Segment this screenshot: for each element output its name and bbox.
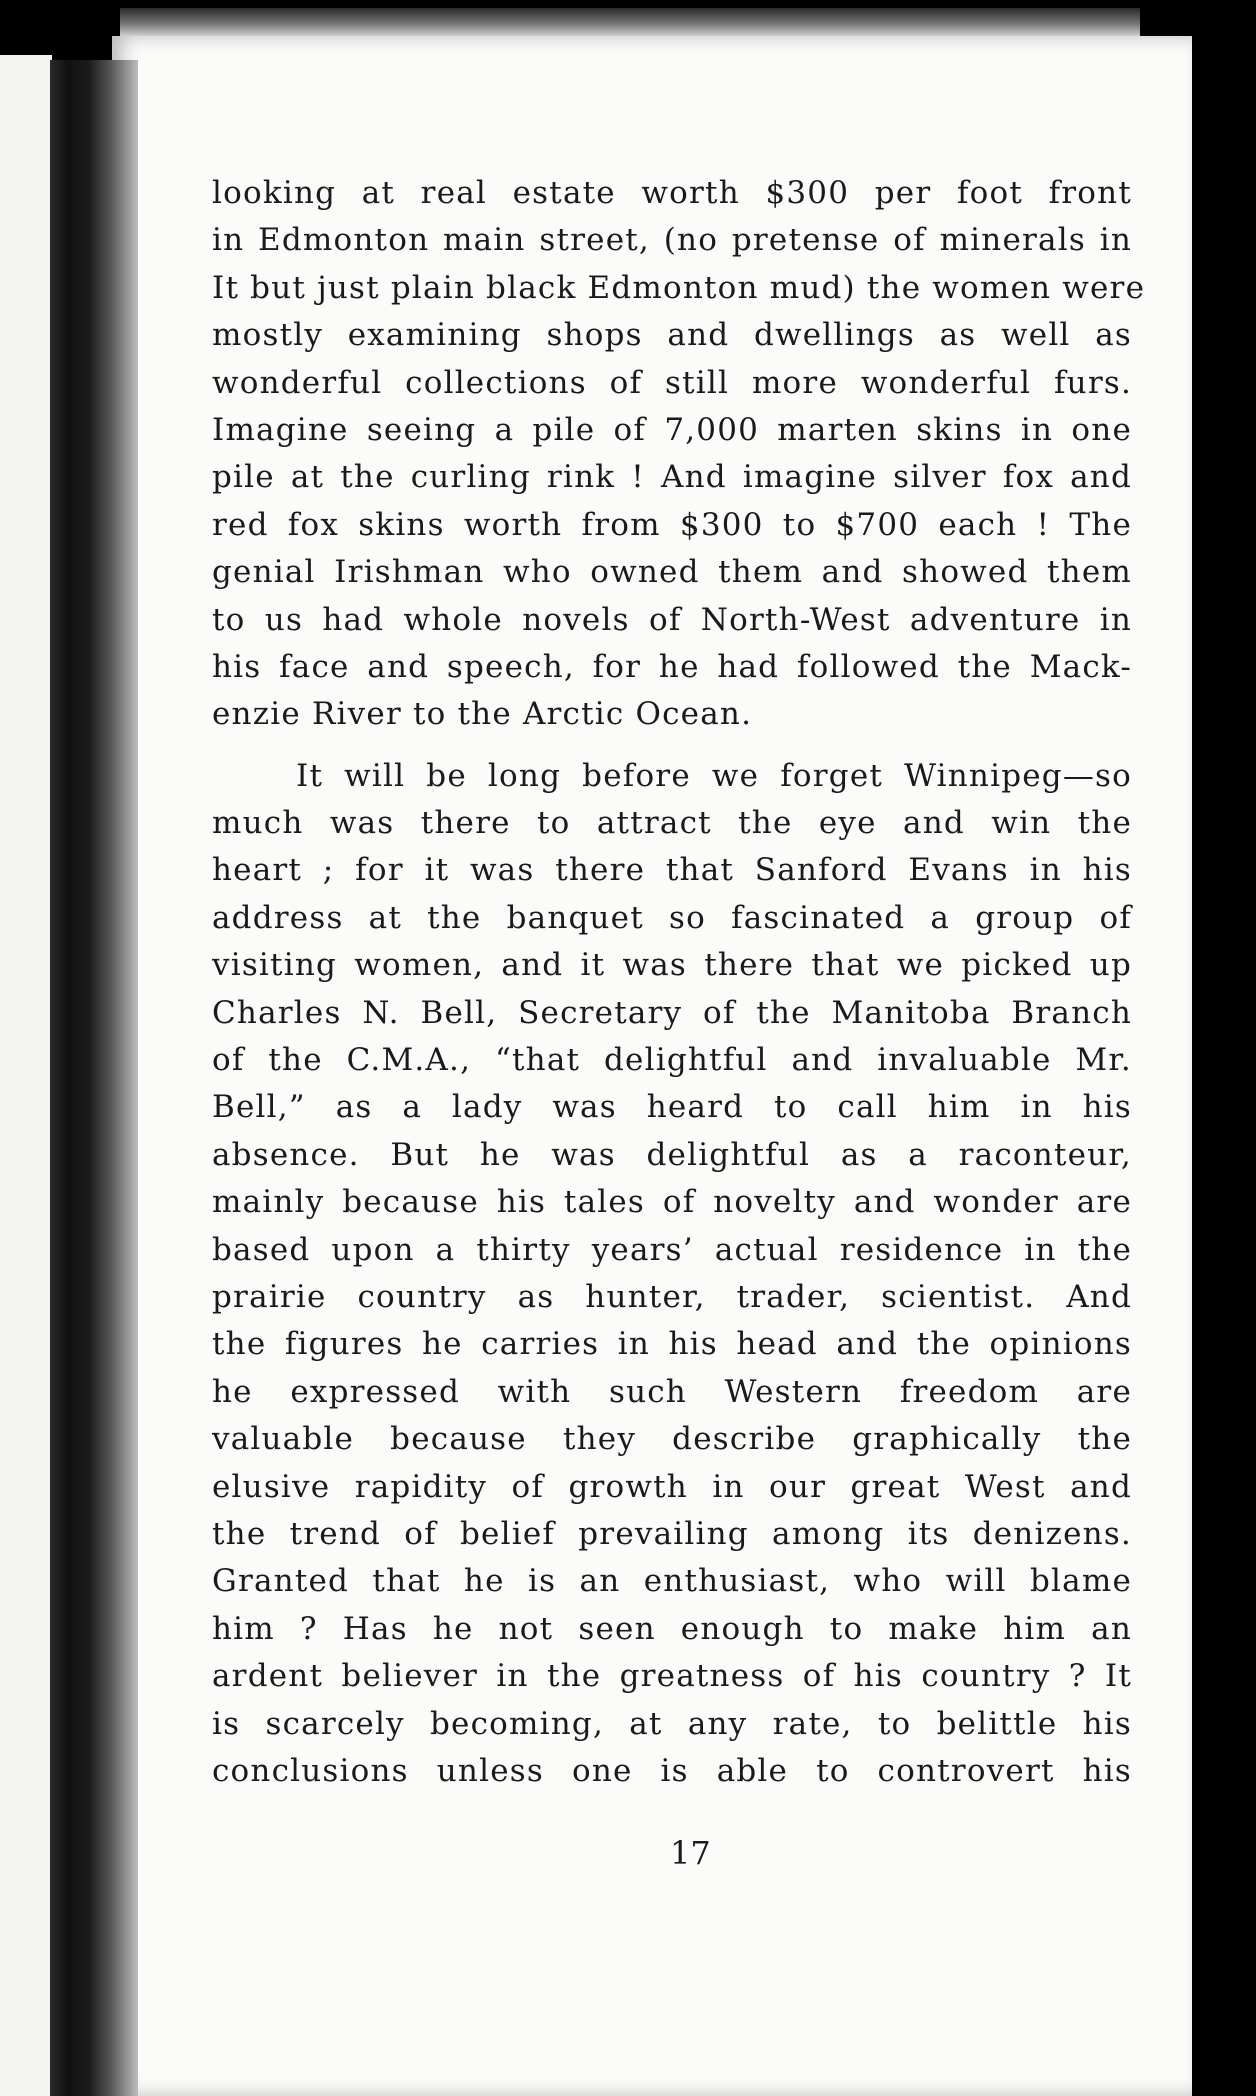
- text-line: him ? Has he not seen enough to make him an: [212, 1610, 1132, 1647]
- text-line: Bell,” as a lady was heard to call him in his: [212, 1089, 1132, 1126]
- text-line: based upon a thirty years’ actual residence in the: [212, 1231, 1132, 1268]
- text-line: elusive rapidity of growth in our great West and: [212, 1468, 1132, 1505]
- text-line: Charles N. Bell, Secretary of the Manitoba Branch: [212, 994, 1132, 1031]
- text-line: much was there to attract the eye and win the: [212, 805, 1132, 842]
- page-number: 17: [670, 1834, 711, 1872]
- text-line: heart ; for it was there that Sanford Evans in his: [212, 852, 1132, 889]
- text-line: mostly examining shops and dwellings as well as: [212, 317, 1132, 354]
- text-line: the figures he carries in his head and the opinions: [212, 1326, 1132, 1363]
- text-line: address at the banquet so fascinated a group of: [212, 899, 1132, 936]
- text-line: Imagine seeing a pile of 7,000 marten skins in one: [212, 411, 1132, 448]
- paragraph-gap: [212, 739, 1132, 753]
- text-line: Granted that he is an enthusiast, who will blame: [212, 1563, 1132, 1600]
- text-line: enzie River to the Arctic Ocean.: [212, 696, 753, 733]
- text-line: It will be long before we forget Winnipeg—so: [296, 757, 1132, 794]
- book-spine: [50, 60, 138, 2096]
- text-line: absence. But he was delightful as a raconteur,: [212, 1136, 1132, 1173]
- text-line: of the C.M.A., “that delightful and invaluable Mr.: [212, 1042, 1132, 1079]
- text-line: conclusions unless one is able to controvert his: [212, 1752, 1132, 1789]
- text-line: mainly because his tales of novelty and wonder are: [212, 1184, 1132, 1221]
- text-line: in Edmonton main street, (no pretense of minerals in: [212, 222, 1132, 259]
- text-line: ardent believer in the greatness of his country ? It: [212, 1658, 1132, 1695]
- text-line: he expressed with such Western freedom are: [212, 1373, 1132, 1410]
- paragraph-1: [212, 170, 1146, 739]
- text-line: his face and speech, for he had followed the Mack-: [212, 648, 1132, 685]
- text-line: red fox skins worth from $300 to $700 each ! The: [212, 506, 1132, 543]
- text-line: visiting women, and it was there that we picked up: [212, 947, 1132, 984]
- text-line: looking at real estate worth $300 per foot front: [212, 175, 1132, 211]
- text-line: is scarcely becoming, at any rate, to belittle his: [212, 1705, 1132, 1742]
- text-line: It but just plain black Edmonton mud) the women were: [212, 269, 1146, 306]
- text-line: pile at the curling rink ! And imagine silver fox and: [212, 459, 1132, 496]
- text-line: prairie country as hunter, trader, scientist. And: [212, 1278, 1132, 1315]
- text-line: wonderful collections of still more wonderful furs.: [212, 364, 1132, 401]
- text-line: valuable because they describe graphically the: [212, 1421, 1132, 1458]
- text-line: the trend of belief prevailing among its denizens.: [212, 1515, 1132, 1552]
- page-body: [212, 170, 1146, 1795]
- previous-page-edge: [0, 55, 52, 2096]
- paragraph-2: [212, 753, 1132, 1796]
- text-line: genial Irishman who owned them and showed them: [212, 554, 1132, 591]
- text-line: to us had whole novels of North-West adventure in: [212, 601, 1132, 638]
